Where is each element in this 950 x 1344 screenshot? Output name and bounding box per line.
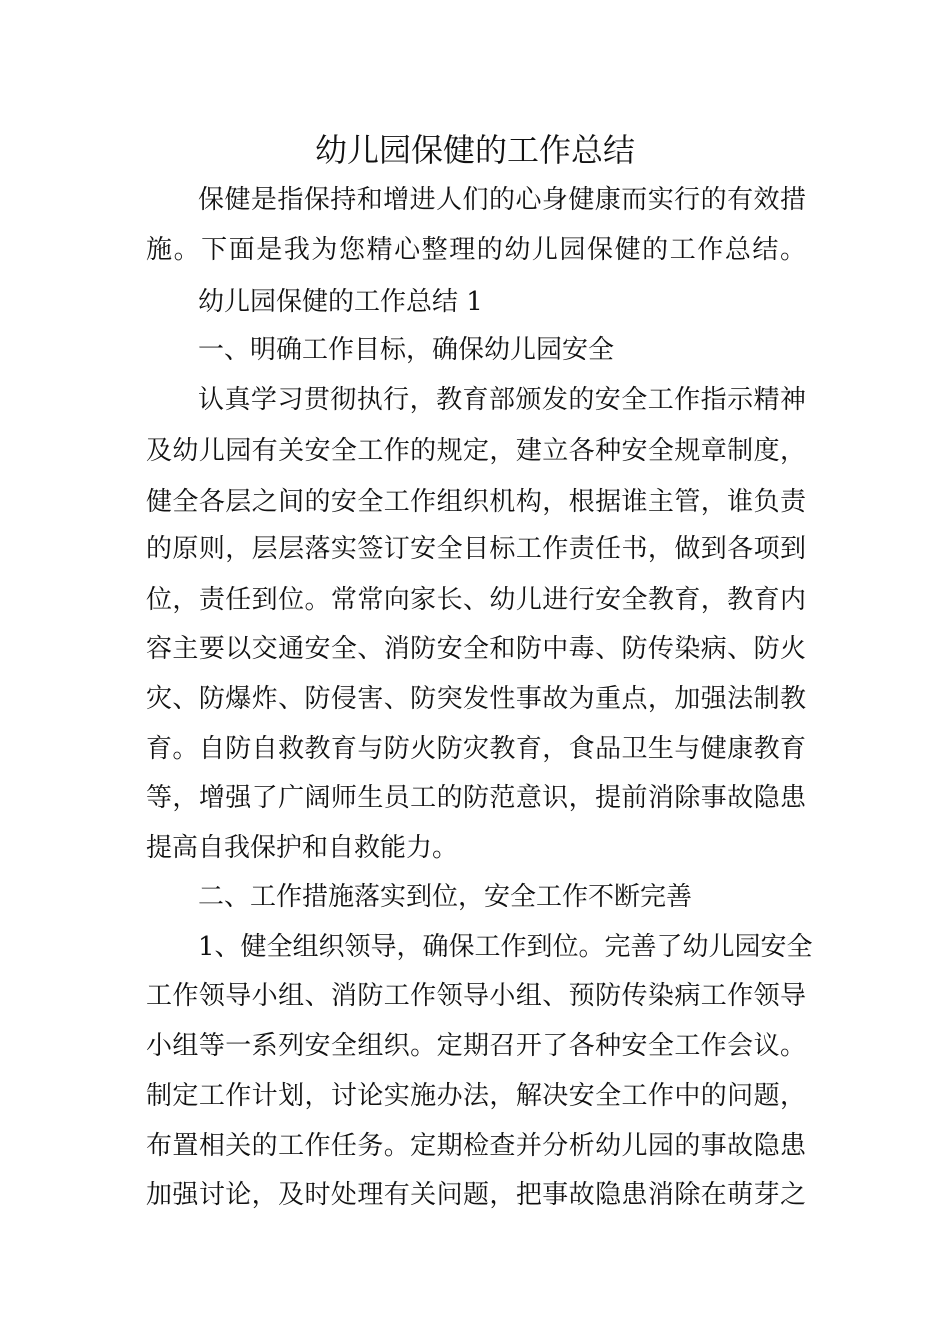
text-line: 一、明确工作目标，确保幼儿园安全 — [198, 335, 615, 365]
text-line: 工作领导小组、消防工作领导小组、预防传染病工作领导 — [146, 981, 806, 1011]
text-line: 保健是指保持和增进人们的心身健康而实行的有效措 — [198, 185, 806, 215]
text-line: 提高自我保护和自救能力。 — [146, 833, 459, 863]
text-line: 容主要以交通安全、消防安全和防中毒、防传染病、防火 — [146, 634, 806, 664]
text-line: 小组等一系列安全组织。定期召开了各种安全工作会议。 — [146, 1031, 806, 1061]
text-line: 位，责任到位。常常向家长、幼儿进行安全教育，教育内 — [146, 585, 806, 615]
text-line: 1、健全组织领导，确保工作到位。完善了幼儿园安全 — [198, 932, 813, 962]
text-line: 健全各层之间的安全工作组织机构，根据谁主管，谁负责 — [146, 487, 806, 517]
text-line: 育。自防自救教育与防火防灾教育，食品卫生与健康教育 — [146, 734, 806, 764]
text-line: 制定工作计划，讨论实施办法，解决安全工作中的问题， — [146, 1081, 806, 1111]
text-line: 布置相关的工作任务。定期检查并分析幼儿园的事故隐患 — [146, 1131, 806, 1161]
document-title: 幼儿园保健的工作总结 — [314, 131, 635, 169]
text-line: 灾、防爆炸、防侵害、防突发性事故为重点，加强法制教 — [146, 684, 806, 714]
text-line: 加强讨论，及时处理有关问题，把事故隐患消除在萌芽之 — [146, 1180, 806, 1210]
text-line: 认真学习贯彻执行，教育部颁发的安全工作指示精神 — [198, 385, 806, 415]
text-line: 二、工作措施落实到位，安全工作不断完善 — [198, 882, 693, 912]
text-line: 的原则，层层落实签订安全目标工作责任书，做到各项到 — [146, 534, 806, 564]
text-line: 及幼儿园有关安全工作的规定，建立各种安全规章制度， — [146, 436, 806, 466]
text-line: 等，增强了广阔师生员工的防范意识，提前消除事故隐患 — [146, 783, 806, 813]
text-line: 幼儿园保健的工作总结 1 — [198, 287, 483, 317]
text-line: 施。下面是我为您精心整理的幼儿园保健的工作总结。 — [146, 235, 806, 265]
